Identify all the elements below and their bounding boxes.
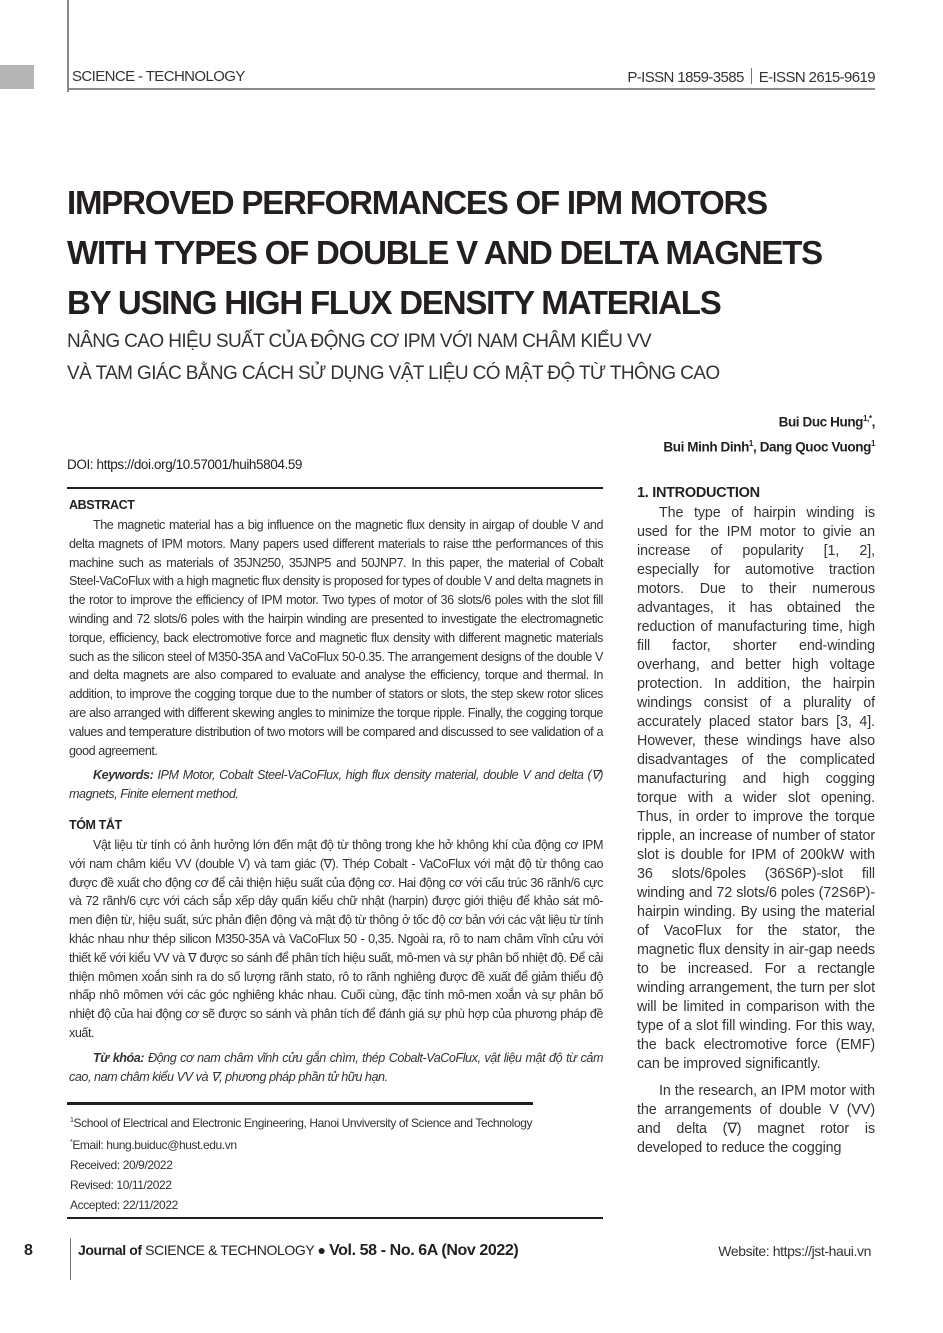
accepted-date: Accepted: 22/11/2022 [70,1198,178,1213]
tu-khoa-text: Động cơ nam châm vĩnh cửu gắn chìm, thép Cobalt-VaCoFlux, vật liệu mật độ từ cảm cao, nam châm kiểu VV và ∇, phương pháp phần tử hữu hạn. [69,1050,603,1084]
introduction-heading: 1. INTRODUCTION [637,485,760,501]
doi-link[interactable]: DOI: https://doi.org/10.57001/huih5804.59 [67,457,303,472]
website-link[interactable]: Website: https://jst-haui.vn [718,1243,871,1259]
authors: Bui Duc Hung$^{1,*}$, Bui Minh Dinh$^1$, Dang Quoc Vuong$^1$ [663,414,875,454]
footer-vertical-rule [70,1238,71,1280]
author-affiliation-mark: 1 [748,438,753,448]
abstract-heading: ABSTRACT [69,498,135,512]
author-affiliation-mark: 1 [870,438,875,448]
footnote-mark: 1 [70,1117,74,1125]
introduction-paragraph: The type of hairpin winding is used for the IPM motor to givie an increase of popularity [1, 2], especially for automotive traction motors. Due to their numerous advantages, it has obtained the reduction of manufacturing time, high fill factor, shorter end-winding overhang, and better high voltage protection. In addition, the hairpin windings consist of a plurality of accurately placed stator bars [3, 4]. However, these windings have also disadvantages of the complicated manufacturing and high cogging torque with a wider slot opening. Thus, in order to improve the torque ripple, an increase of number of stator slot is double for IPM of 200kW with 36 slots/6poles (36S6P)-slot fill winding and 72 slots/6 poles (72S6P)-hairpin winding. By using the material of VacoFlux for the stator, the magnetic flux density in air-gap needs to be increased. For a rectangle winding arrangement, the turn per slot will be limited in comparison with the type of a slot fill winding. For this way, the back electromotive force (EMF) can be improved significantly. [637,505,875,1072]
revised-date: Revised: 10/11/2022 [70,1178,172,1193]
vn-title-line: NÂNG CAO HIỆU SUẤT CỦA ĐỘNG CƠ IPM VỚI NAM CHÂM KIỂU VV [67,331,652,352]
footnote-rule [67,1102,533,1105]
tu-khoa [69,1049,603,1087]
vietnamese-title [67,326,720,390]
keywords [69,766,603,804]
volume-info: Vol. 58 - No. 6A (Nov 2022) [329,1242,519,1259]
received-date: Received: 20/9/2022 [70,1158,173,1173]
abstract-text: The magnetic material has a big influence on the magnetic flux density in airgap of double V and delta magnets of IPM motors. Many papers used different materials to raise tthe performances of this machine such as materials of 35JN250, 35JNP5 and 50JNP7. In this paper, the material of Cobalt Steel-VaCoFlux with a high magnetic flux density is proposed for types of double V and delta magnets in the rotor to improve the efficiency of IPM motor. Two types of motor of 36 slots/6 poles with the slot fill winding and 72 slots/6 poles with the hairpin winding are presented to investigate the electromagnetic torque, efficiency, back electromotive force and magnetic flux density with different magnetic materials such as the silicon steel of M350-35A and VaCoFlux 50-0.35. The arrangement designs of the double V and delta magnets are also compared to evaluate and analyse the efficiency, torque and thermal. In addition, to improve the cogging torque due to the number of stators or slots, the step skew rotor slices are also arranged with different skewing angles to minimize the torque ripple. Finally, the cogging torque values and temperature distribution of two motors will be compared and discussed to see validation of a good agreement. [69,518,603,758]
title-line: BY USING HIGH FLUX DENSITY MATERIALS [67,284,721,321]
email: Email: hung.buiduc@hust.edu.vn [72,1138,237,1153]
author-affiliation-mark: 1,* [863,414,872,423]
footnote-bottom-rule [67,1217,603,1219]
introduction-paragraph: In the research, an IPM motor with the arrangements of double V (VV) and delta (∇) magnet rotor is developed to reduce the cogging [637,1083,875,1156]
abstract-top-rule [67,487,603,489]
paper-title [67,178,822,328]
issn-separator [751,68,752,84]
header-gray-tab [0,65,34,89]
left-column [67,487,603,1219]
section-label: SCIENCE - TECHNOLOGY [72,68,245,85]
p-issn: P-ISSN 1859-3585 [627,69,744,86]
affiliation: School of Electrical and Electronic Engineering, Hanoi Unviversity of Science and Technology [73,1116,533,1131]
e-issn: E-ISSN 2615-9619 [758,69,875,86]
header-vertical-rule [67,0,69,92]
title-line: WITH TYPES OF DOUBLE V AND DELTA MAGNETS [67,234,822,271]
tu-khoa-label: Từ khóa: [93,1050,145,1065]
journal-info [78,1242,518,1260]
author-name: Dang Quoc Vuong [759,439,871,454]
footnote-mark: * [70,1139,73,1147]
page-number: 8 [24,1242,33,1259]
author-name: Bui Minh Dinh [663,439,749,454]
journal-name: SCIENCE & TECHNOLOGY ● [141,1242,330,1258]
keywords-text: IPM Motor, Cobalt Steel-VaCoFlux, high flux density material, double V and delta (∇) magnets, Finite element method. [69,768,603,802]
issn [627,68,875,86]
tom-tat-heading: TÓM TẮT [69,817,122,832]
header-rule [67,88,875,90]
footnotes [70,1111,603,1215]
keywords-label: Keywords: [93,768,154,783]
right-column [637,485,875,1166]
author-name: Bui Duc Hung [778,414,864,430]
title-line: IMPROVED PERFORMANCES OF IPM MOTORS [67,184,767,221]
vn-title-line: VÀ TAM GIÁC BẰNG CÁCH SỬ DỤNG VẬT LIỆU CÓ MẬT ĐỘ TỪ THÔNG CAO [67,363,720,384]
tom-tat-text: Vật liệu từ tính có ảnh hưởng lớn đến mật độ từ thông trong khe hở không khí của động cơ IPM với nam châm kiểu VV (double V) và tam giác (∇). Thép Cobalt - VaCoFlux với mật độ từ thông cao được đề xuất cho động cơ để cải thiện hiệu suất của động cơ. Hai động cơ với cấu trúc 36 rãnh/6 cực và 72 rãnh/6 cực với cách sắp xếp dây quấn kiểu chữ nhật (harpin) được giới thiệu để khảo sát mô-men điện từ, hiệu suất, sức phản điện động và mật độ từ thông ở tốc độ cơ bản với các vật liệu từ tính khác nhau như thép silicon M350-35A và VaCoFlux 50 - 0,35. Ngoài ra, rô to nam châm vĩnh cửu với thiết kế với kiểu VV và ∇ được so sánh để phân tích hiệu suất, mô-men và sự phân bố nhiệt độ. Để cải thiện mômen xoắn sinh ra do số lượng rãnh stato, rô to rãnh nghiêng được đề xuất để giảm thiểu độ nhấp nhô mômen với các góc nghiêng khác nhau. Cuối cùng, đặc tính mô-men xoắn và sự phân bố nhiệt độ của hai động cơ sẽ được so sánh và phân tích để đánh giá sự phù hợp của phương pháp đề xuất. [69,837,603,1040]
journal-prefix: Journal of [78,1242,142,1258]
